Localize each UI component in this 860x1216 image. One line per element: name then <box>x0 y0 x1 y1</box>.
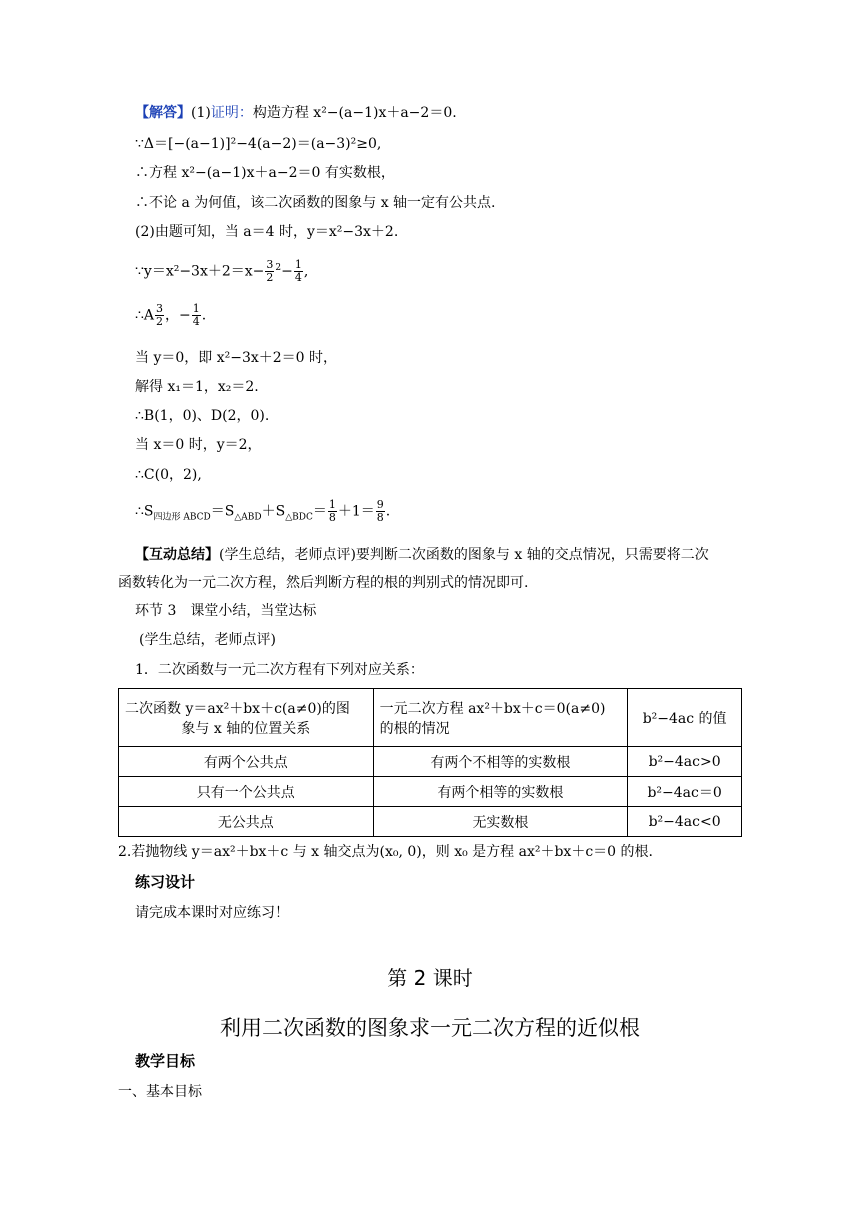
table-row: 无公共点 无实数根 b²−4ac<0 <box>119 807 742 837</box>
table-row: 只有一个公共点 有两个相等的实数根 b²−4ac＝0 <box>119 777 742 807</box>
section3-title: 环节 3 课堂小结，当堂达标 <box>135 603 317 619</box>
objectives-heading: 教学目标 <box>135 1052 196 1070</box>
section3-note: (学生总结，老师点评) <box>139 632 276 648</box>
lesson-subtitle: 利用二次函数的图象求一元二次方程的近似根 <box>220 1016 640 1040</box>
solution-line-12: ∴C(0，2), <box>135 467 202 483</box>
table-header-cell: 二次函数 y＝ax²＋bx＋c(a≠0)的图 象与 x 轴的位置关系 <box>119 689 374 747</box>
table-header-row <box>119 689 742 747</box>
solution-line-11: 当 x＝0 时，y＝2， <box>135 437 262 453</box>
lesson-title: 第 2 课时 <box>387 966 473 990</box>
solution-line-13: $\therefore S_{四边形 ABCD}=S_{\triangle ABD}+S_{\triangle BDC}=$ $\frac{1}{8}$ ＋1＝ $\frac{9}{8}$ . <box>135 498 391 524</box>
summary-line-1: 【互动总结】(学生总结，老师点评)要判断二次函数的图象与 x 轴的交点情况，只需要将二次 <box>135 547 709 563</box>
summary-tag: 【互动总结】 <box>135 547 219 563</box>
solution-line-7: ∴A $\frac{3}{2}$ ，− $\frac{1}{4}$ . <box>135 302 207 328</box>
practice-text: 请完成本课时对应练习！ <box>135 905 289 921</box>
solution-line-4: ∴不论 a 为何值，该二次函数的图象与 x 轴一定有公共点. <box>135 195 496 211</box>
solution-line-3: ∴方程 x²−(a−1)x＋a−2＝0 有实数根， <box>135 165 395 181</box>
relationship-table <box>118 688 742 837</box>
solution-line-2: ∵Δ＝[−(a−1)]²−4(a−2)＝(a−3)²≥0, <box>135 136 382 152</box>
fraction: $\frac{1}{4}$ <box>294 258 302 285</box>
practice-heading: 练习设计 <box>135 873 196 891</box>
table-row: 有两个公共点 有两个不相等的实数根 b²−4ac>0 <box>119 747 742 777</box>
objectives-item-1: 一、基本目标 <box>118 1084 202 1100</box>
fraction: $\frac{3}{2}$ <box>266 258 274 285</box>
summary-line-2: 函数转化为一元二次方程，然后判断方程的根的判别式的情况即可. <box>118 575 529 591</box>
point-2: 2.若抛物线 y＝ax²＋bx＋c 与 x 轴交点为(x₀, 0)，则 x₀ 是方程 ax²＋bx＋c＝0 的根. <box>118 844 653 860</box>
solution-line-5: (2)由题可知，当 a＝4 时，y＝x²−3x＋2. <box>135 224 399 240</box>
solution-line-9: 解得 x₁＝1，x₂＝2. <box>135 379 259 395</box>
solution-line-6: ∵y＝x²−3x＋2＝x− $\frac{3}{2}$ $^2$− $\frac{1}{4}$ , <box>135 258 309 285</box>
table-header-cell: b²−4ac 的值 <box>628 689 742 747</box>
solution-line-1: 【解答】(1)证明：构造方程 x²−(a−1)x＋a−2＝0. <box>135 105 457 121</box>
solution-line-8: 当 y＝0，即 x²−3x＋2＝0 时， <box>135 350 338 366</box>
proof-label: 证明： <box>210 105 253 121</box>
solution-tag: 【解答】 <box>135 105 191 121</box>
fraction: $\frac{9}{8}$ <box>376 498 384 524</box>
fraction: $\frac{1}{4}$ <box>192 302 200 328</box>
solution-line-10: ∴B(1，0)、D(2，0). <box>135 408 270 424</box>
fraction: $\frac{3}{2}$ <box>156 302 164 328</box>
fraction: $\frac{1}{8}$ <box>328 498 336 524</box>
point-1: 1．二次函数与一元二次方程有下列对应关系： <box>135 662 424 678</box>
table-header-cell: 一元二次方程 ax²＋bx＋c＝0(a≠0) 的根的情况 <box>373 689 628 747</box>
